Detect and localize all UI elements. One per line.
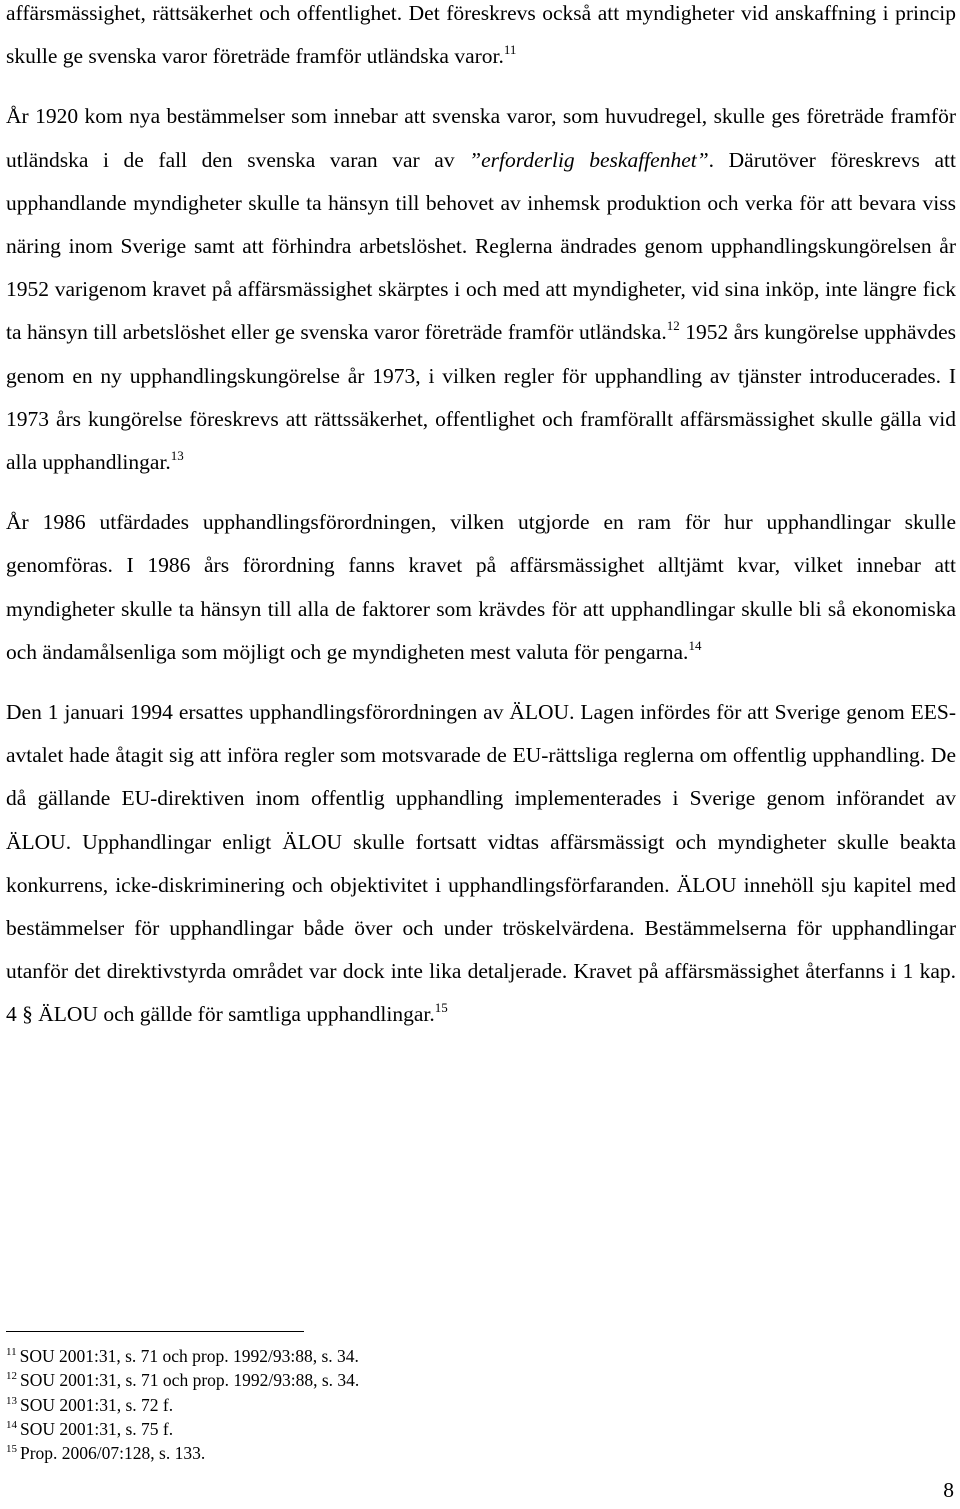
footnote (6, 1417, 906, 1441)
paragraph-text: 1952 års kungörelse upphävdes genom en ny upphandlingskungörelse år 1973, i vilken regler för upphandling av tjänster introducerades. I 1973 års kungörelse föreskrevs att rättssäkerhet, offentlighet och framförallt affärsmässighet skulle gälla vid alla upphandlingar. (6, 320, 957, 475)
footnote (6, 1344, 906, 1368)
footnote-reference: 13 (170, 448, 184, 464)
footnote-text: SOU 2001:31, s. 75 f. (20, 1418, 174, 1439)
footnote-number: 14 (6, 1418, 17, 1431)
footnote-reference: 12 (666, 318, 680, 334)
footnote-text: SOU 2001:31, s. 71 och prop. 1992/93:88, s. 34. (19, 1346, 359, 1366)
paragraph-text: Den 1 januari 1994 ersattes upphandlingsförordningen av ÄLOU. Lagen infördes för att Sverige genom EES-avtalet hade åtagit sig att införa regler som motsvarade de EU-rättsliga reglerna om offentlig upphandling. De då gällande EU-direktiven inom offentlig upphandling implementerades i Sverige genom införandet av ÄLOU. Upphandlingar enligt ÄLOU skulle fortsatt vidtas affärsmässigt och myndigheter skulle beakta konkurrens, icke-diskriminering och objektivitet i upphandlingsförfaranden. ÄLOU innehöll sju kapitel med bestämmelser för upphandlingar både över och under tröskelvärdena. Bestämmelserna för upphandlingar utanför det direktivstyrda området var dock inte lika detaljerade. Kravet på affärsmässighet återfanns i 1 kap. 4 § ÄLOU och gällde för samtliga upphandlingar. (6, 700, 956, 1027)
footnote-text: SOU 2001:31, s. 72 f. (20, 1394, 174, 1415)
footnote (6, 1441, 906, 1465)
footnote-reference: 11 (503, 42, 517, 58)
document-body (6, 0, 956, 1037)
paragraph-text: År 1920 kom nya bestämmelser som innebar att svenska varor, som huvudregel, skulle ges företräde framför utländska i de fall den svenska varan var av (6, 104, 956, 172)
page-number: 8 (943, 1478, 954, 1502)
footnote-separator (6, 1331, 304, 1332)
footnotes (6, 1344, 906, 1465)
footnote-number: 15 (6, 1443, 17, 1456)
paragraph (6, 95, 956, 484)
paragraph (6, 501, 956, 674)
footnote (6, 1393, 906, 1417)
paragraph (6, 691, 956, 1037)
footnote-reference: 14 (688, 637, 702, 653)
footnote-number: 12 (6, 1370, 17, 1383)
footnote-number: 13 (6, 1394, 17, 1407)
paragraph-text: År 1986 utfärdades upphandlingsförordningen, vilken utgjorde en ram för hur upphandlingar skulle genomföras. I 1986 års förordning fanns kravet på affärsmässighet alltjämt kvar, vilket innebar att myndigheter skulle ta hänsyn till alla de faktorer som krävdes för att upphandlingar skulle bli så ekonomiska och ändamålsenliga som möjligt och ge myndigheten mest valuta för pengarna. (6, 510, 956, 664)
footnote-reference: 15 (434, 1000, 448, 1016)
paragraph (6, 0, 956, 78)
emphasized-text: ”erforderlig beskaffenhet” (469, 147, 709, 172)
footnote-number: 11 (6, 1346, 17, 1358)
footnote-text: Prop. 2006/07:128, s. 133. (20, 1443, 206, 1464)
footnote-text: SOU 2001:31, s. 71 och prop. 1992/93:88, s. 34. (20, 1370, 360, 1391)
footnote (6, 1368, 906, 1392)
paragraph-text: . Därutöver föreskrevs att upphandlande myndigheter skulle ta hänsyn till behovet av inhemsk produktion och verka för att bevara viss näring inom Sverige samt att förhindra arbetslöshet. Reglerna ändrades genom upphandlingskungörelsen år 1952 varigenom kravet på affärsmässighet skärptes i och med att myndigheter, vid sina inköp, inte längre fick ta hänsyn till arbetslöshet eller ge svenska varor företräde framför utländska. (6, 147, 956, 345)
paragraph-text: affärsmässighet, rättsäkerhet och offentlighet. Det föreskrevs också att myndigheter vid anskaffning i princip skulle ge svenska varor företräde framför utländska varor. (6, 1, 956, 69)
